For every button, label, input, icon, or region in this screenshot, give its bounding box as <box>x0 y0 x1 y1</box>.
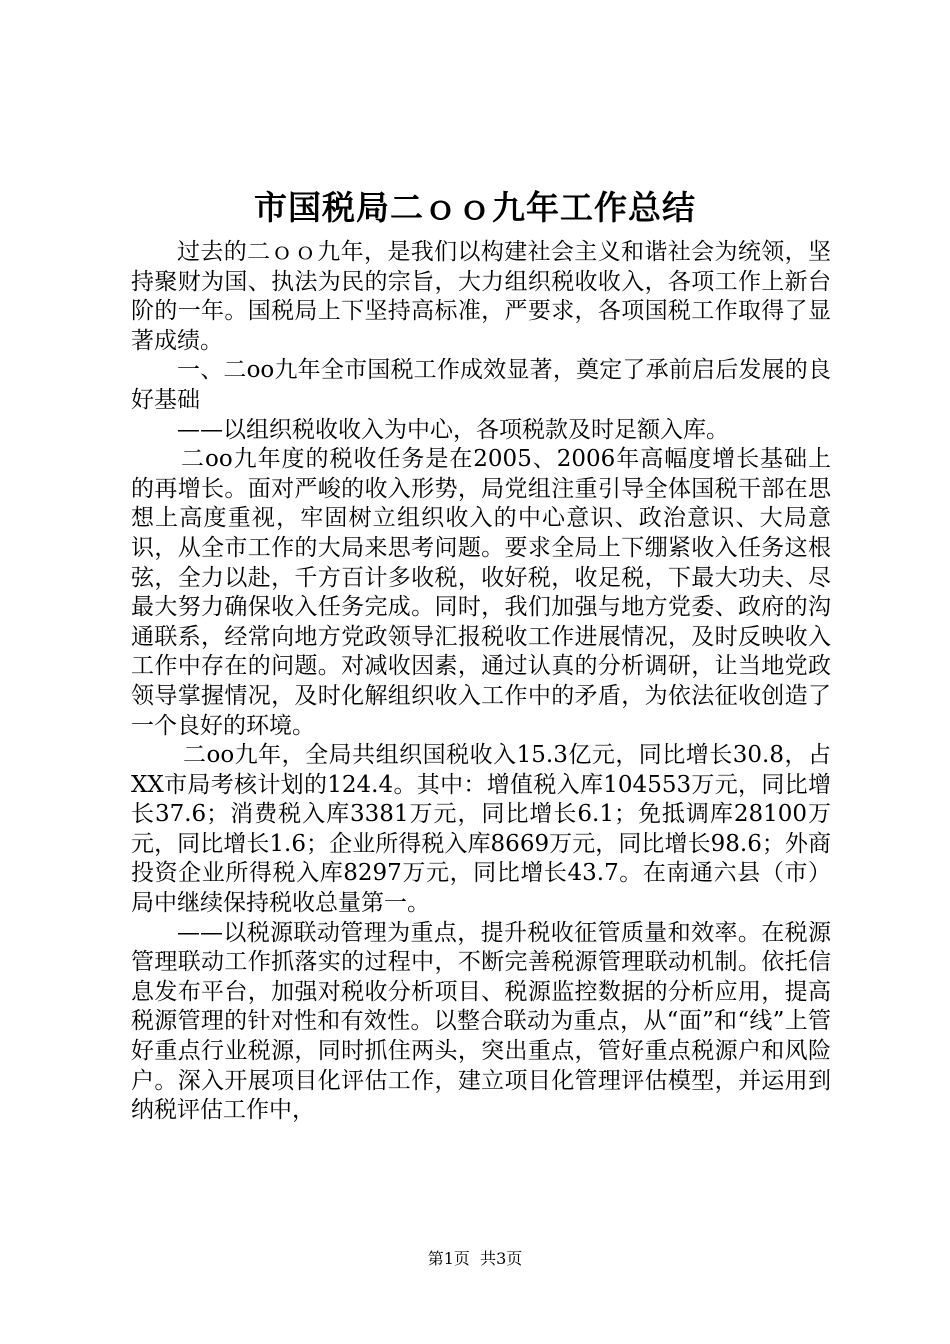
document-body <box>131 238 831 1126</box>
page-footer <box>0 1248 950 1270</box>
subheading-revenue: ——以组织税收收入为中心，各项税款及时足额入库。 <box>177 416 729 443</box>
paragraph-intro: 过去的二ｏｏ九年，是我们以构建社会主义和谐社会为统领，坚持聚财为国、执法为民的宗旨，大力组织税收收入，各项工作上新台阶的一年。国税局上下坚持高标准，严要求，各项国税工作取得了显著成绩。 <box>131 239 831 354</box>
paragraph-revenue-figures: 二oo九年，全局共组织国税收入15.3亿元，同比增长30.8，占XX市局考核计划的124.4。其中：增值税入库104553万元，同比增长37.6；消费税入库3381万元，同比增长6.1；免抵调库28100万元，同比增长1.6；企业所得税入库8669万元，同比增长98.6；外商投资企业所得税入库8297万元，同比增长43.7。在南通六县（市）局中继续保持税收总量第一。 <box>131 742 831 917</box>
document-title: 市国税局二ｏｏ九年工作总结 <box>254 188 696 227</box>
page-number: 第1页 <box>427 1249 470 1268</box>
paragraph-revenue-task: 二oo九年度的税收任务是在2005、2006年高幅度增长基础上的再增长。面对严峻的收入形势，局党组注重引导全体国税干部在思想上高度重视，牢固树立组织收入的中心意识、政治意识、大局意识，从全市工作的大局来思考问题。要求全局上下绷紧收入任务这根弦，全力以赴，千方百计多收税，收好税，收足税，下最大功夫、尽最大努力确保收入任务完成。同时，我们加强与地方党委、政府的沟通联系，经常向地方党政领导汇报税收工作进展情况，及时反映收入工作中存在的问题。对减收因素，通过认真的分析调研，让当地党政领导掌握情况，及时化解组织收入工作中的矛盾，为依法征收创造了一个良好的环境。 <box>131 446 831 739</box>
page-total: 共3页 <box>480 1249 523 1268</box>
section-heading-1: 一、二oo九年全市国税工作成效显著，奠定了承前启后发展的良好基础 <box>131 357 831 413</box>
paragraph-tax-source-management: ——以税源联动管理为重点，提升税收征管质量和效率。在税源管理联动工作抓落实的过程中，不断完善税源管理联动机制。依托信息发布平台，加强对税收分析项目、税源监控数据的分析应用，提高税源管理的针对性和有效性。以整合联动为重点，从“面”和“线”上管好重点行业税源，同时抓住两头，突出重点，管好重点税源户和风险户。深入开展项目化评估工作，建立项目化管理评估模型，并运用到纳税评估工作中， <box>131 919 831 1124</box>
